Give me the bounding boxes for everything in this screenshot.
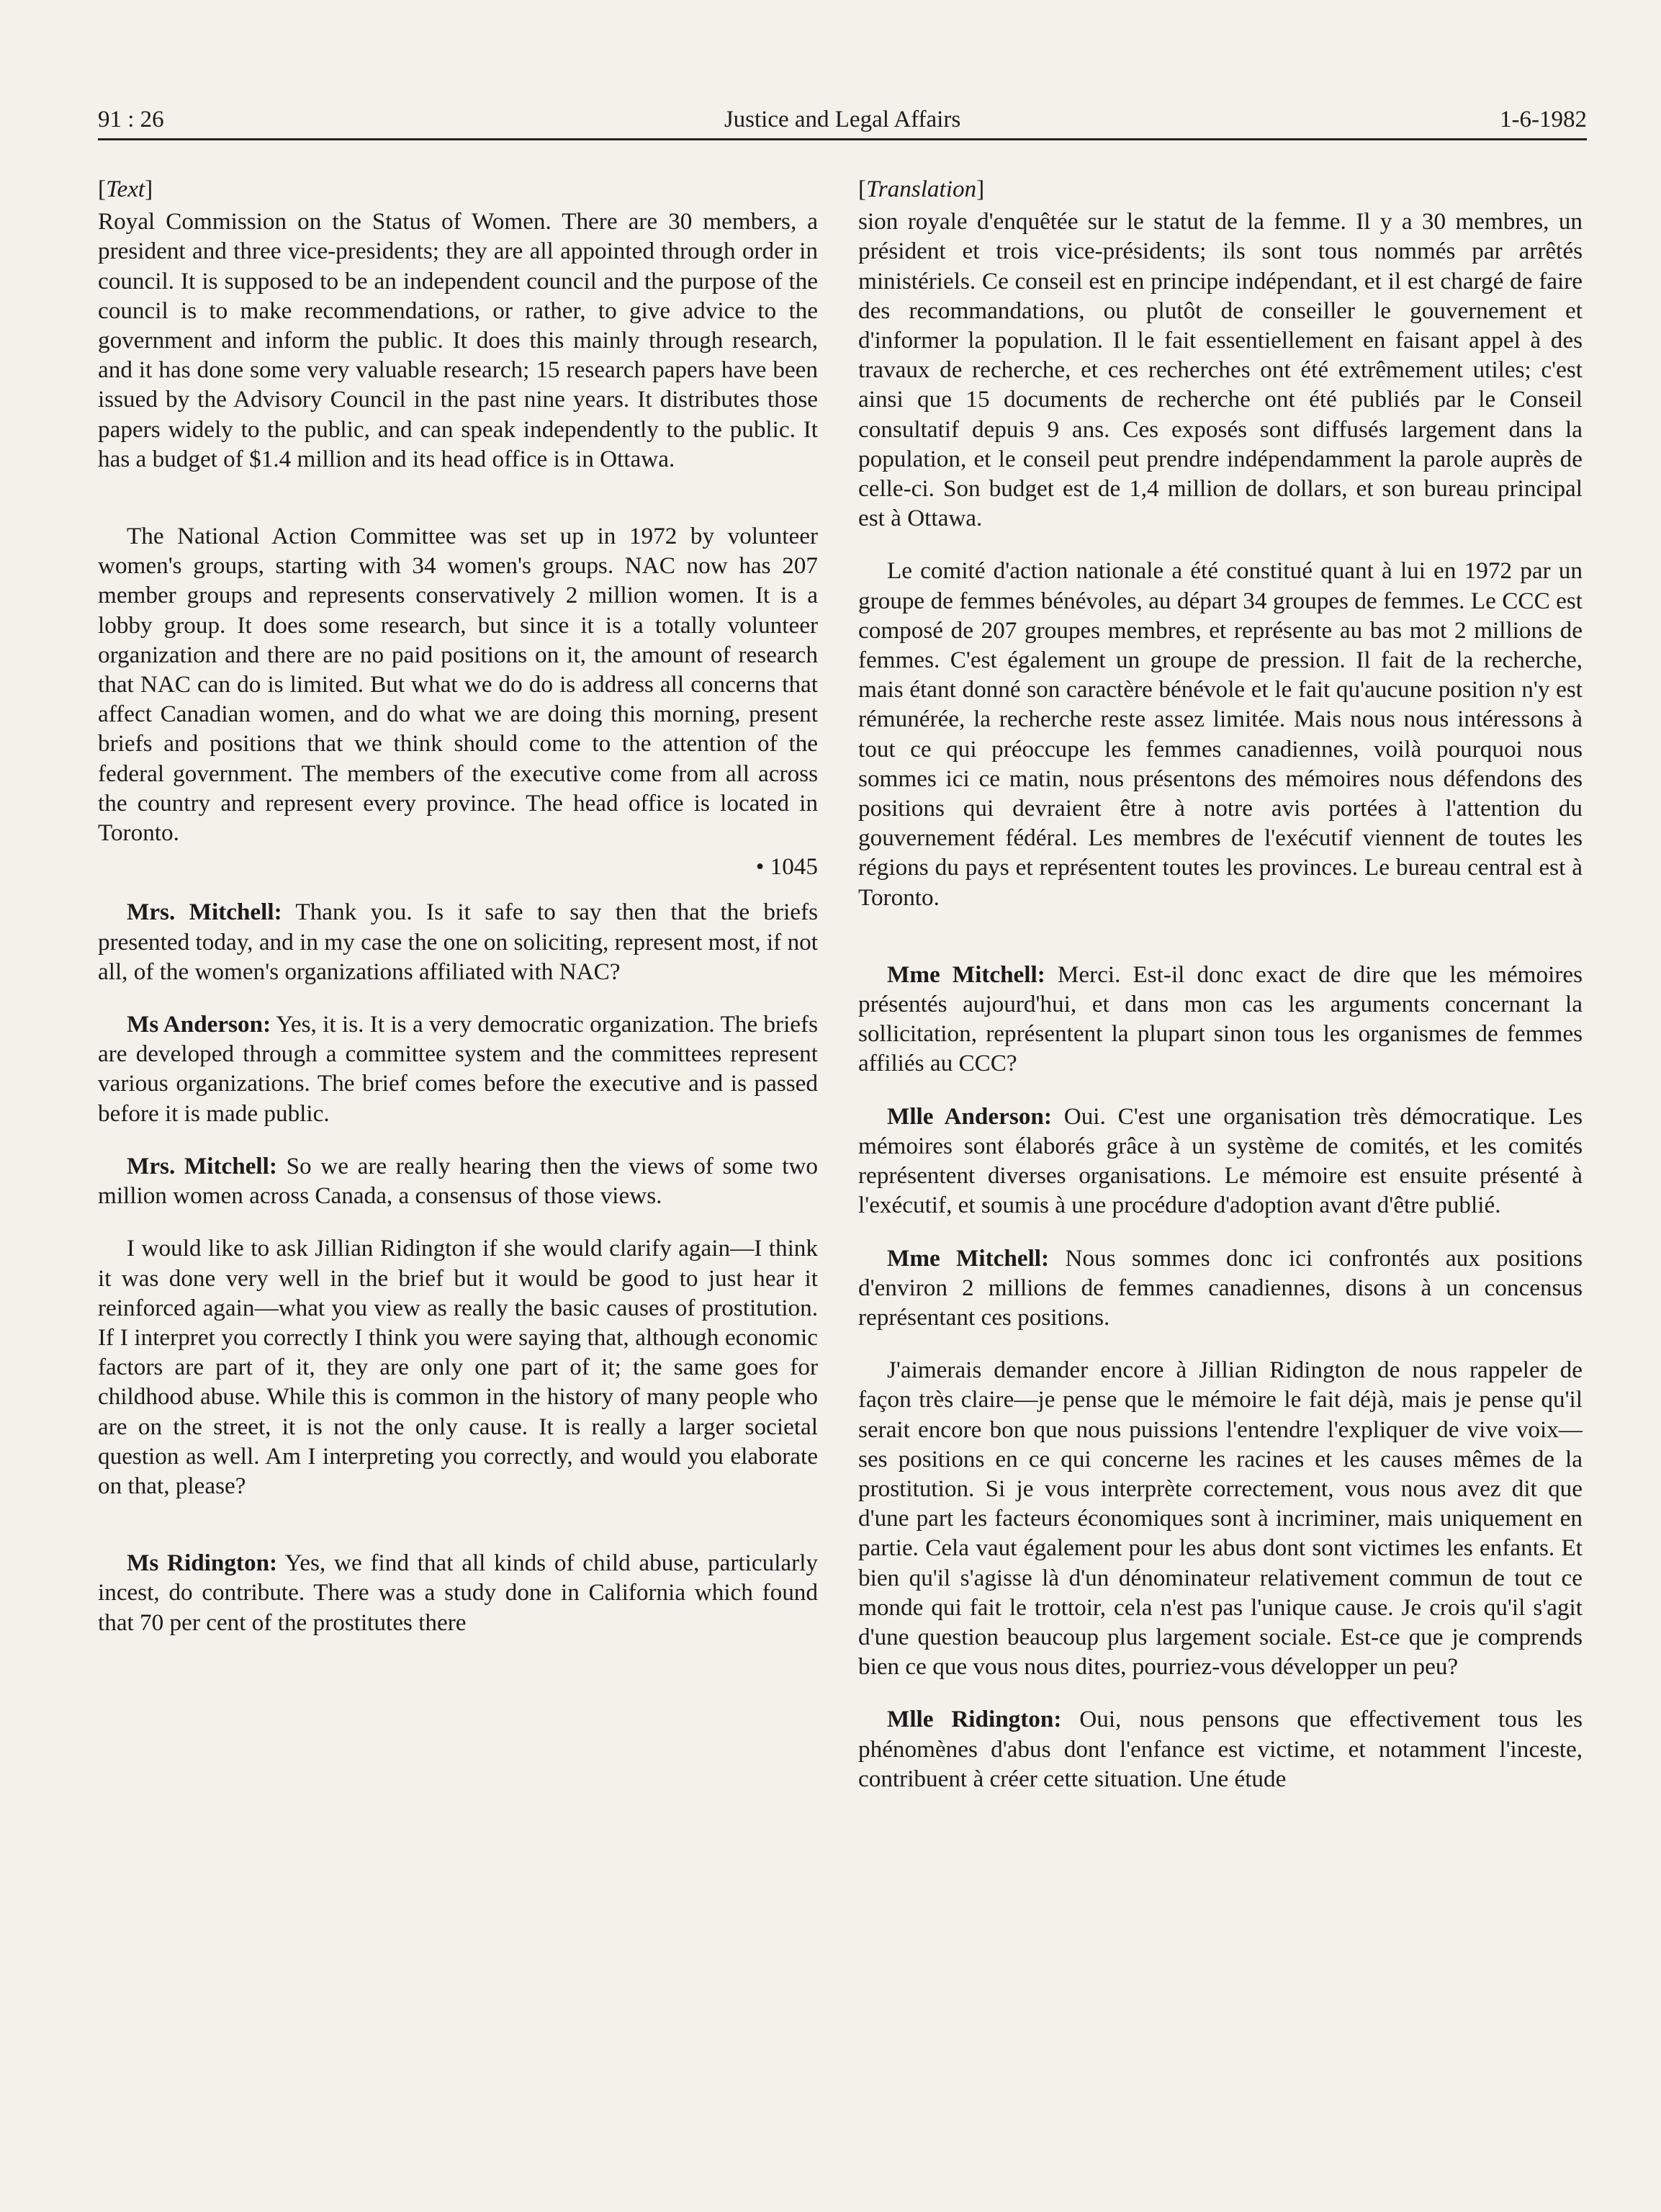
- speech-text: Thank you. Is it safe to say then that the briefs presented today, and in my case the one on soliciting, represent most, if not all, of the women's organizations affiliated with NAC?: [98, 899, 818, 985]
- translation-tag: [Translation]: [858, 176, 985, 202]
- speech-text: Merci. Est-il donc exact de dire que les mémoires présentés aujourd'hui, et dans mon cas les arguments concernant la sollicitation, représentent la plupart sinon tous les organismes de femmes affiliés au CCC?: [858, 961, 1583, 1077]
- speech-text: Nous sommes donc ici confrontés aux positions d'environ 2 millions de femmes canadiennes, disons à un concensus représentant ces positions.: [858, 1244, 1583, 1331]
- french-paragraph-7: [858, 1704, 1583, 1794]
- speaker-name: Mrs. Mitchell:: [127, 1152, 277, 1179]
- speaker-name: Mlle Ridington:: [887, 1706, 1062, 1733]
- page-number: 91 : 26: [98, 107, 164, 132]
- text-tag-label: Text: [106, 176, 145, 202]
- speaker-name: Ms Ridington:: [127, 1550, 278, 1577]
- speaker-name: Mlle Anderson:: [887, 1102, 1052, 1130]
- french-paragraph-3: [858, 960, 1583, 1079]
- english-paragraph-6: I would like to ask Jillian Ridington if she would clarify again—I think it was done very well in the brief but it would be good to just hear it reinforced again—what you view as really the basic causes of prostitution. If I interpret you correctly I think you were saying that, although economic factors are part of it, they are only one part of it; the same goes for childhood abuse. While this is common in the history of many people who are on the street, it is not the only cause. It is really a larger societal question as well. Am I interpreting you correctly, and would you elaborate on that, please?: [98, 1235, 818, 1499]
- text-tag: [Text]: [98, 176, 153, 202]
- speech-text: Yes, it is. It is a very democratic organization. The briefs are developed through a committee system and the committees represent various organizations. The brief comes before the executive and is passed before it is made public.: [98, 1011, 818, 1127]
- speech-text: Oui, nous pensons que effectivement tous les phénomènes d'abus dont l'enfance est victime, et notamment l'inceste, contribuent à créer cette situation. Une étude: [858, 1706, 1583, 1792]
- speech-text: Oui. C'est une organisation très démocratique. Les mémoires sont élaborés grâce à un système de comités, et les comités représentent diverses organisations. Le mémoire est ensuite présenté à l'exécutif, et soumis à une procédure d'adoption avant d'être publié.: [858, 1102, 1583, 1219]
- english-paragraph-1: Royal Commission on the Status of Women. There are 30 members, a president and three vice-presidents; they are all appointed through order in council. It is supposed to be an independent council and the purpose of the council is to make recommendations, or rather, to give advice to the government and inform the public. It does this mainly through research, and it has done some very valuable research; 15 research papers have been issued by the Advisory Council in the past nine years. It distributes those papers widely to the public, and can speak independently to the public. It has a budget of $1.4 million and its head office is in Ottawa.: [98, 208, 818, 472]
- english-paragraph-3: [98, 897, 818, 986]
- english-column: [98, 174, 818, 1637]
- french-paragraph-1: sion royale d'enquêtée sur le statut de la femme. Il y a 30 membres, un président et trois vice-présidents; ils sont tous nommés par arrêtés ministériels. Ce conseil est en principe indépendant, et il est chargé de faire des recommandations, ou plutôt de conseiller le gouvernement et d'informer la population. Il le fait essentiellement en faisant appel à des travaux de recherche, et ces recherches ont été extrêmement utiles; c'est ainsi que 15 documents de recherche ont été publiés par le Conseil consultatif depuis 9 ans. Ces exposés sont diffusés largement dans la population, et le conseil peut prendre indépendamment la parole auprès de celle-ci. Son budget est de 1,4 million de dollars, et son bureau principal est à Ottawa.: [858, 208, 1583, 532]
- translation-tag-label: Translation: [866, 176, 977, 202]
- french-column: [858, 174, 1583, 1794]
- english-paragraph-4: [98, 1010, 818, 1128]
- speech-text: So we are really hearing then the views of some two million women across Canada, a consensus of those views.: [98, 1152, 818, 1210]
- header-date: 1-6-1982: [1500, 107, 1587, 132]
- french-paragraph-6: J'aimerais demander encore à Jillian Ridington de nous rappeler de façon très claire—je pense que le mémoire le fait déjà, mais je pense qu'il serait encore bon que nous puissions l'entendre l'expliquer de vive voix—ses positions en ce qui concerne les racines et les causes mêmes de la prostitution. Si je vous interprète correctement, vous nous avez dit que d'une part les facteurs économiques sont à incriminer, mais uniquement en partie. Cela vaut également pour les abus dont sont victimes les enfants. Et bien qu'il s'agisse là d'un dénominateur relativement commun de tout ce monde qui fait le trottoir, cela n'est pas l'unique cause. Je crois qu'il s'agit d'une question beaucoup plus largement sociale. Est-ce que je comprends bien ce que vous nous dites, pourriez-vous développer un peu?: [858, 1357, 1583, 1681]
- speaker-name: Ms Anderson:: [127, 1011, 271, 1038]
- speaker-name: Mme Mitchell:: [887, 1244, 1050, 1272]
- english-paragraph-2: The National Action Committee was set up in 1972 by volunteer women's groups, starting with 34 women's groups. NAC now has 207 member groups and represents conservatively 2 million women. It is a lobby group. It does some research, but since it is a totally volunteer organization and there are no paid positions on it, the amount of research that NAC can do is limited. But what we do do is address all concerns that affect Canadian women, and do what we are doing this morning, present briefs and positions that we think should come to the attention of the federal government. The members of the executive come from all across the country and represent every province. The head office is located in Toronto.: [98, 523, 818, 847]
- speech-text: Yes, we find that all kinds of child abuse, particularly incest, do contribute. There was a study done in California which found that 70 per cent of the prostitutes there: [98, 1550, 819, 1636]
- french-paragraph-4: [858, 1102, 1583, 1220]
- french-paragraph-5: [858, 1244, 1583, 1333]
- french-paragraph-2: Le comité d'action nationale a été constitué quant à lui en 1972 par un groupe de femmes bénévoles, au départ 34 groupes de femmes. Le CCC est composé de 207 groupes membres, et représente au bas mot 2 millions de femmes. C'est également un groupe de pression. Il fait de la recherche, mais étant donné son caractère bénévole et le fait qu'aucune position n'y est rémunérée, la recherche reste assez limitée. Mais nous nous intéressons à tout ce qui préoccupe les femmes canadiennes, voilà pourquoi nous sommes ici ce matin, nous présentons des mémoires nous défendons des positions qui devraient être à notre avis portées à l'attention du gouvernement fédéral. Les membres de l'exécutif viennent de toutes les régions du pays et représentent toutes les provinces. Le bureau central est à Toronto.: [858, 557, 1583, 911]
- header-title: Justice and Legal Affairs: [724, 107, 961, 132]
- english-paragraph-7: [98, 1548, 818, 1637]
- page-header: [98, 101, 1587, 140]
- speaker-name: Mrs. Mitchell:: [127, 899, 282, 926]
- english-paragraph-5: [98, 1151, 818, 1210]
- time-marker: • 1045: [755, 853, 818, 881]
- speaker-name: Mme Mitchell:: [887, 961, 1045, 988]
